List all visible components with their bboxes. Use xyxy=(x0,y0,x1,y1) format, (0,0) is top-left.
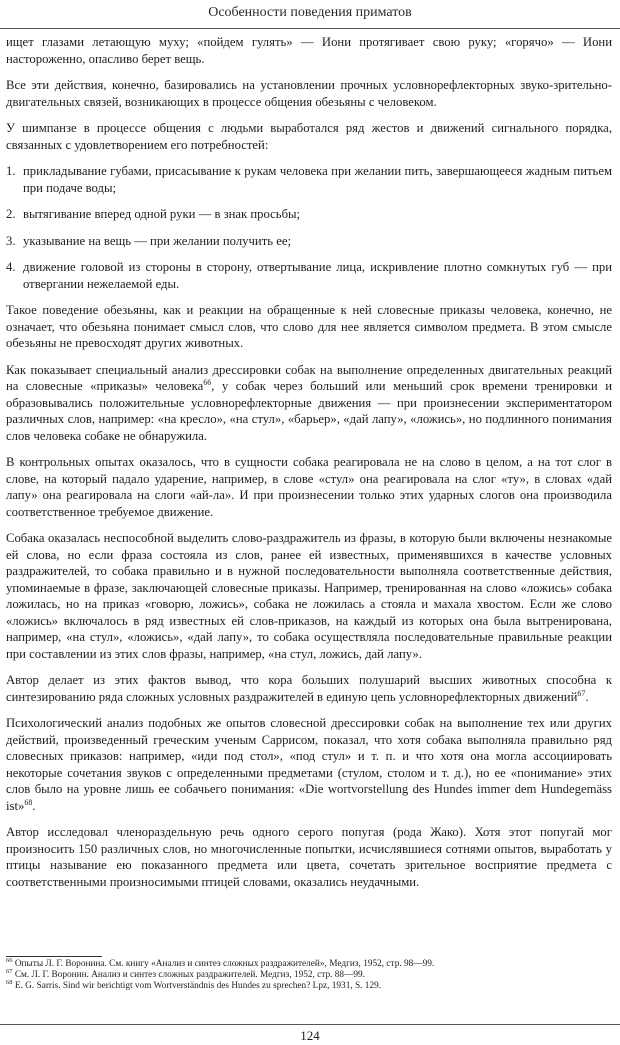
paragraph: В контрольных опытах оказалось, что в сущности собака реагировала не на слово в целом, а на тот слог в слове, на который падало ударение, например, в слове «стул» она реагировала на слог «ту», в словах «дай лапу» она реагировала на слоги «ай-ла». И при произнесении только этих ударных слогов она производила соответственное требуемое движение. xyxy=(6,455,612,519)
footnote-text: Опыты Л. Г. Воронина. См. книгу «Анализ и синтез сложных раздражителей», Медгиз, 1952, стр. 98—99. xyxy=(14,959,435,969)
list-item-number: 1. xyxy=(6,164,16,178)
footnote-text: E. G. Sarris. Sind wir berichtigt vom Wortverständnis des Hundes zu sprechen? Lpz, 1931, S. 129. xyxy=(14,981,382,991)
footnotes xyxy=(6,956,612,992)
page-number: 124 xyxy=(300,1028,320,1043)
paragraph-text: Как показывает специальный анализ дрессировки собак на выполнение определенных двигательных реакций на словесные «приказы» человека xyxy=(6,362,612,393)
paragraph: Собака оказалась неспособной выделить слово-раздражитель из фразы, в которую были включены незнакомые ей слова, но если фраза состояла из слов, ранее ей известных, применявшихся в качестве условных раздражителей, то собака правильно и в нужной последовательности выполняла соответственные действия, упоминаемые в фразе, заключающей словесные приказы. Например, тренированная на слово «ложись» собака ложилась, но на приказ «говорю, ложись», собака не ложилась а стояла и махала хвостом. Если же слово «ложись» включалось в ряд известных ей слов-приказов, на каждый из которых она была вытренирована, например, «на стул», «ложись», «дай лапу», то собака осуществляла последовательные правильные реакции при составлении из этих слов фразы, например, «на стул, ложись, дай лапу». xyxy=(6,531,612,661)
list-item xyxy=(6,259,612,292)
paragraph-text: , у собак через больший или меньший срок времени тренировки и образовывались положительные условнорефлекторные движения — при произнесении экспериментатором различных слов, например: «на кресло», «на стул», «барьер», «дай лапу», «ложись», но подлинного понимания слов человека собаке не обнаружила. xyxy=(6,379,612,443)
footnote-ref[interactable]: 67 xyxy=(577,688,586,698)
paragraph-text: . xyxy=(32,798,36,813)
list-item xyxy=(6,206,612,223)
list-item xyxy=(6,163,612,196)
list-item-text: указывание на вещь — при желании получить ее; xyxy=(23,233,291,248)
list-item-number: 3. xyxy=(6,233,16,248)
footnote-ref[interactable]: 68 xyxy=(24,797,33,807)
list-item-number: 2. xyxy=(6,207,16,221)
paragraph: Автор исследовал членораздельную речь одного серого попугая (рода Жако). Хотя этот попугай мог произносить 150 различных слов, но многочисленные попытки, исчислявшиеся сотнями опытов, выработать у птицы называние ею показанного предмета или цвета, сочетать зрительное восприятие предмета с соответственными произносимыми птицей словами, оказались неудачными. xyxy=(6,825,612,889)
footnote-number: 68 xyxy=(6,978,13,986)
footnote-text: См. Л. Г. Воронин. Анализ и синтез сложных раздражителей. Медгиз, 1952, стр. 88—99. xyxy=(14,970,365,980)
paragraph xyxy=(6,362,612,445)
paragraph: ищет глазами летающую муху; «пойдем гулять» — Иони протягивает свою руку; «горячо» — Иони настороженно, опасливо берет вещь. xyxy=(6,35,612,66)
footnote-ref[interactable]: 66 xyxy=(203,377,212,387)
paragraph: У шимпанзе в процессе общения с людьми выработался ряд жестов и движений сигнального порядка, связанных с удовлетворением его потребностей: xyxy=(6,121,612,152)
paragraph-text: Автор делает из этих фактов вывод, что кора больших полушарий высших животных способна к синтезированию ряда сложных условных раздражителей в единую цепь условнорефлекторных движений xyxy=(6,673,612,704)
paragraph-text: . xyxy=(585,689,589,704)
footnote-number: 66 xyxy=(6,956,13,964)
running-header-title: Особенности поведения приматов xyxy=(208,5,412,20)
footnote-divider xyxy=(6,956,102,957)
list-item xyxy=(6,233,612,250)
list-item-text: прикладывание губами, присасывание к рукам человека при желании пить, завершающееся жадным питьем при подаче воды; xyxy=(23,164,612,195)
paragraph xyxy=(6,715,612,814)
list-item-text: вытягивание вперед одной руки — в знак просьбы; xyxy=(23,207,301,221)
footnote-number: 67 xyxy=(6,967,13,975)
footnote xyxy=(6,978,612,992)
footnote xyxy=(6,967,612,981)
footer-divider xyxy=(0,1024,620,1025)
paragraph: Все эти действия, конечно, базировались на установлении прочных условнорефлекторных звуко-зрительно-двигательных связей, возникающих в процессе общения обезьяны с человеком. xyxy=(6,78,612,109)
paragraph: Такое поведение обезьяны, как и реакции на обращенные к ней словесные приказы человека, конечно, не означает, что обезьяна понимает смысл слов, что слово для нее является символом предмета. В этом смысле обезьяны не превосходят других животных. xyxy=(6,303,612,350)
footnote xyxy=(6,956,612,970)
body-text xyxy=(6,34,612,900)
list-item-number: 4. xyxy=(6,260,16,274)
list-item-text: движение головой из стороны в сторону, отвертывание лица, искривление плотно сомкнутых губ — при отвергании нежелаемой еды. xyxy=(23,260,612,291)
paragraph xyxy=(6,672,612,705)
running-header xyxy=(0,0,620,29)
paragraph-text: Психологический анализ подобных же опытов словесной дрессировки собак на выполнение тех или других действий, произведенный греческим ученым Саррисом, показал, что хотя собака выполняла правильно ряд словесных приказов: например, «иди под стол», «под стул» и т. п. и что хотя она могла ассоциировать некоторые сочетания звуков с определенными предметами (стулом, столом и т. д.), но ее «понимание» этих слов было на уровне лишь ее собачьего понимания: «Die wortvorstellung des Hundes immer dem Hundegemäss ist» xyxy=(6,716,612,813)
